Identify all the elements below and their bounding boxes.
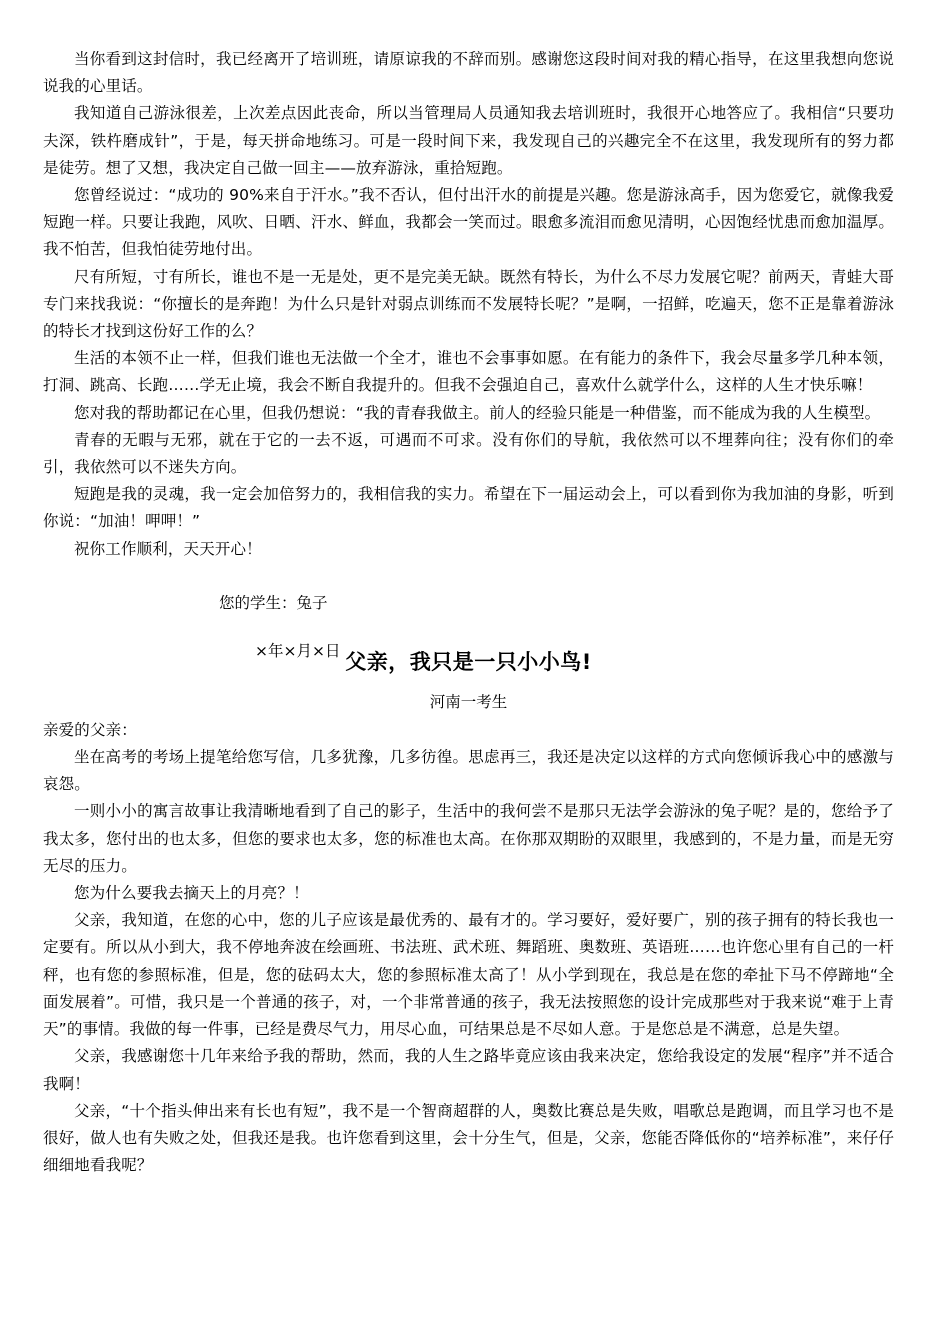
date-title-row — [43, 639, 894, 681]
closing-wish: 祝你工作顺利，天天开心！ — [74, 539, 262, 558]
paragraph: 生活的本领不止一样，但我们谁也无法做一个全才，谁也不会事事如愿。在有能力的条件下，我会尽量多学几种本领，打洞、跳高、长跑……学无止境，我会不断自我提升的。但我不会强迫自己，喜欢什么就学什么，这样的人生才快乐嘛！ — [43, 349, 894, 395]
spacer — [43, 563, 894, 590]
paragraph: 您对我的帮助都记在心里，但我仍想说：“我的青春我做主。前人的经验只能是一种借鉴，而不能成为我的人生模型。 — [74, 403, 881, 422]
letter-two — [43, 717, 894, 1179]
paragraph: 青春的无暇与无邪，就在于它的一去不返，可遇而不可求。没有你们的导航，我依然可以不埋葬向往；没有你们的牵引，我依然可以不迷失方向。 — [43, 430, 894, 477]
paragraph: 一则小小的寓言故事让我清晰地看到了自己的影子，生活中的我何尝不是那只无法学会游泳的兔子呢？是的，您给予了我太多，您付出的也太多，但您的要求也太多，您的标准也太高。在你那双期盼的双眼里，我感到的，不是力量，而是无穷无尽的压力。 — [43, 802, 894, 875]
essay-author: 河南一考生 — [429, 692, 508, 711]
paragraph: 父亲，我感谢您十几年来给予我的帮助，然而，我的人生之路毕竟应该由我来决定，您给我设定的发展“程序”并不适合我啊！ — [43, 1047, 894, 1093]
paragraph: 父亲，我知道，在您的心中，您的儿子应该是最优秀的、最有才的。学习要好，爱好要广，别的孩子拥有的特长我也一定要有。所以从小到大，我不停地奔波在绘画班、书法班、武术班、舞蹈班、奥数班、英语班……也许您心里有自己的一杆秤，也有您的参照标准，但是，您的砝码太大，您的参照标准太高了！从小学到现在，我总是在您的牵扯下马不停蹄地“全面发展着”。可惜，我只是一个普通的孩子，对，一个非常普通的孩子，我无法按照您的设计完成那些对于我来说“难于上青天”的事情。我做的每一件事，已经是费尽气力，用尽心血，可结果总是不尽如人意。于是您总是不满意，总是失望。 — [43, 911, 894, 1039]
letter-one — [43, 46, 894, 617]
paragraph: 当你看到这封信时，我已经离开了培训班，请原谅我的不辞而别。感谢您这段时间对我的精心指导，在这里我想向您说说我的心里话。 — [43, 50, 894, 96]
signature: 您的学生：兔子 — [219, 593, 328, 612]
paragraph: 尺有所短，寸有所长，谁也不是一无是处，更不是完美无缺。既然有特长，为什么不尽力发展它呢？前两天，青蛙大哥专门来找我说：“你擅长的是奔跑！为什么只是针对弱点训练而不发展特长呢？”是啊，一招鲜，吃遍天，您不正是靠着游泳的特长才找到这份好工作的么？ — [43, 267, 894, 341]
salutation: 亲爱的父亲： — [43, 720, 137, 739]
signature-date: ×年×月×日 — [255, 641, 341, 660]
paragraph: 您为什么要我去摘天上的月亮？！ — [74, 884, 309, 903]
paragraph: 父亲，“十个指头伸出来有长也有短”，我不是一个智商超群的人，奥数比赛总是失败，唱歌总是跑调，而且学习也不是很好，做人也有失败之处，但我还是我。也许您看到这里，会十分生气，但是，父亲，您能否降低你的“培养标准”，来仔仔细细地看我呢？ — [43, 1101, 894, 1175]
document-page — [43, 46, 894, 1179]
paragraph: 坐在高考的考场上提笔给您写信，几多犹豫，几多彷徨。思虑再三，我还是决定以这样的方式向您倾诉我心中的感激与哀怨。 — [43, 748, 894, 794]
paragraph: 我知道自己游泳很差，上次差点因此丧命，所以当管理局人员通知我去培训班时，我很开心地答应了。我相信“只要功夫深，铁杵磨成针”，于是，每天拼命地练习。可是一段时间下来，我发现自己的兴趣完全不在这里，我发现所有的努力都是徒劳。想了又想，我决定自己做一回主——放弃游泳，重拾短跑。 — [43, 104, 894, 177]
paragraph: 短跑是我的灵魂，我一定会加倍努力的，我相信我的实力。希望在下一届运动会上，可以看到你为我加油的身影，听到你说：“加油！呷呷！” — [43, 485, 894, 531]
paragraph: 您曾经说过：“成功的 90%来自于汗水。”我不否认，但付出汗水的前提是兴趣。您是游泳高手，因为您爱它，就像我爱短跑一样。只要让我跑，风吹、日晒、汗水、鲜血，我都会一笑而过。眼愈多流泪而愈见清明，心因饱经忧患而愈加温厚。我不怕苦，但我怕徒劳地付出。 — [43, 186, 894, 259]
essay-title: 父亲，我只是一只小小鸟! — [345, 649, 592, 674]
